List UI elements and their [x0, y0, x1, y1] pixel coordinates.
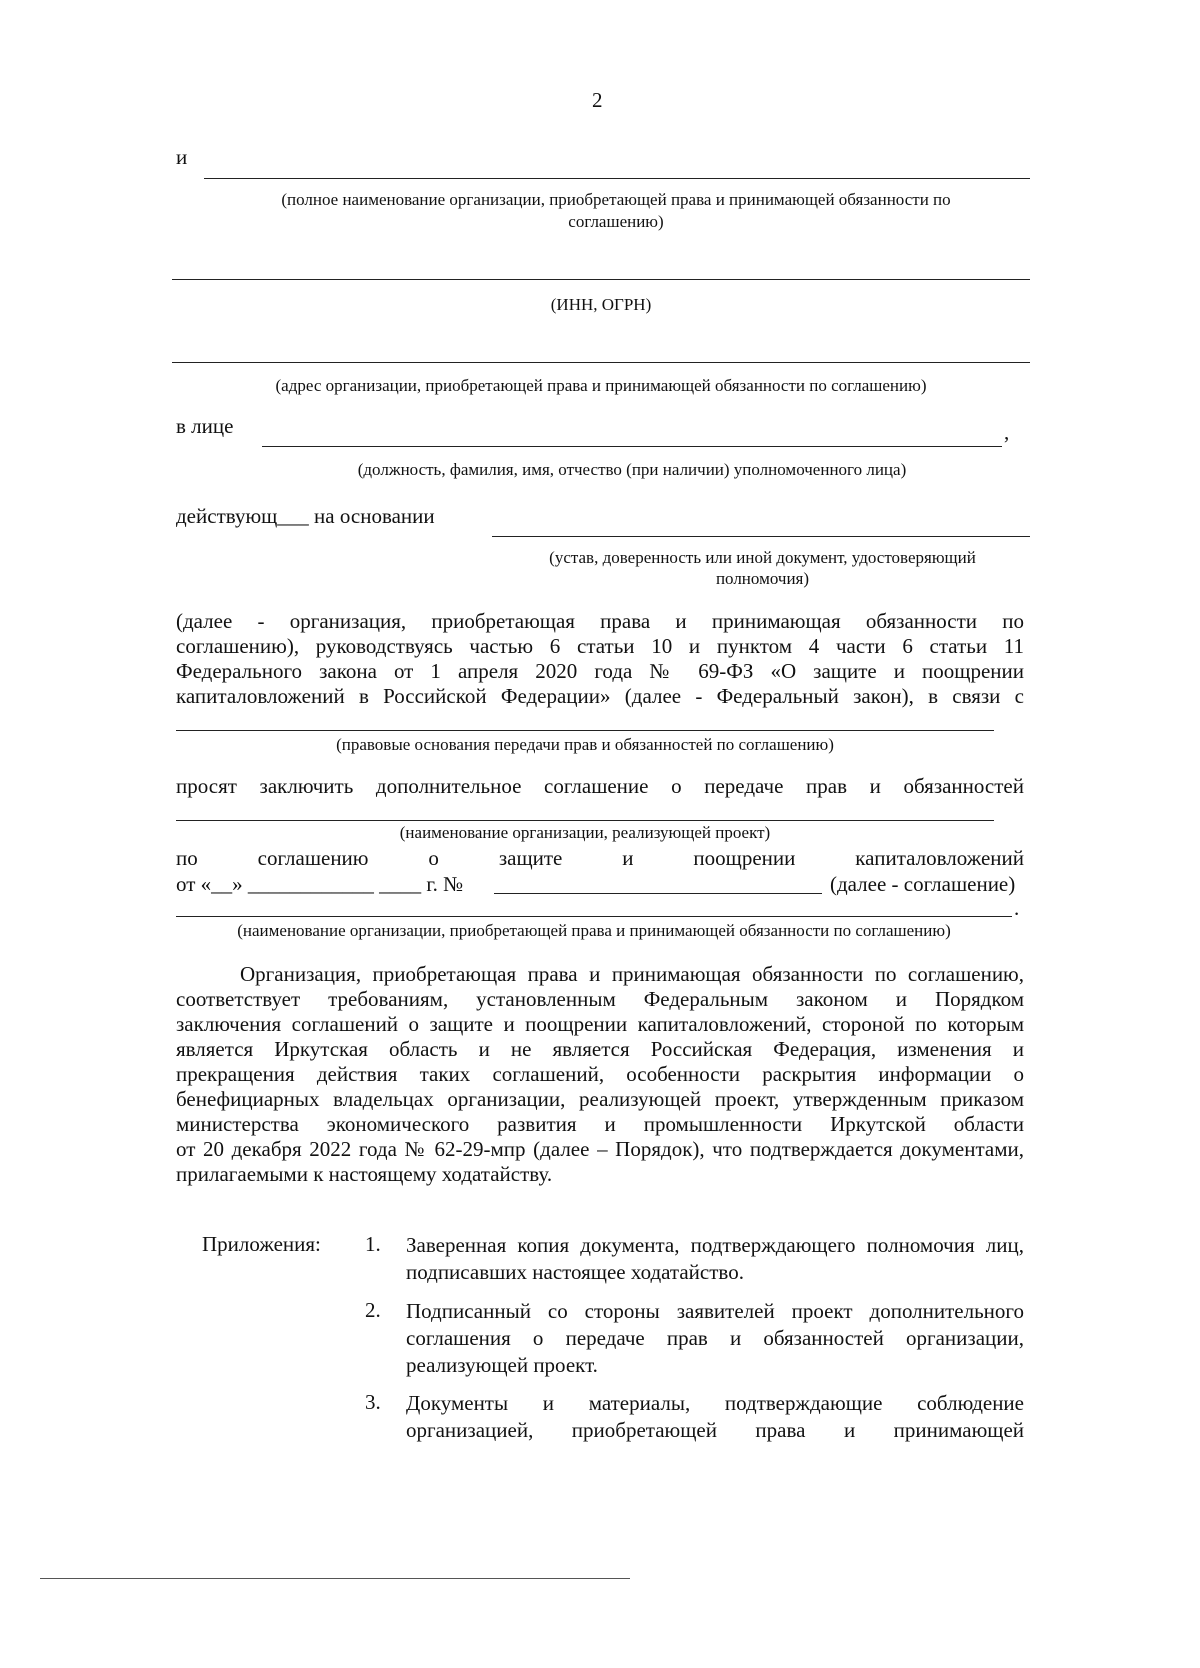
para2-line: является Иркутская область и не является Российская Федерация, изменения и: [176, 1037, 1024, 1061]
project-org-fill-line[interactable]: [176, 820, 994, 821]
attachment-number: 2.: [365, 1298, 381, 1322]
address-fill-line[interactable]: [172, 362, 1030, 363]
caption-basis: (устав, доверенность или иной документ, удостоверяющий: [549, 548, 976, 567]
agreement-line: по соглашению о защите и поощрении капиталовложений: [176, 846, 1024, 870]
period: .: [1014, 896, 1020, 920]
caption-project-org: (наименование организации, реализующей проект): [399, 823, 771, 842]
para1-line: соглашению), руководствуясь частью 6 статьи 10 и пунктом 4 части 6 статьи 11: [176, 634, 1024, 658]
acquirer-fill-line[interactable]: [176, 916, 1012, 917]
label-acting: действующ___ на основании: [176, 504, 435, 528]
attachment-item: [406, 1390, 1024, 1444]
comma: ,: [1004, 420, 1010, 444]
para2-line: от 20 декабря 2022 года № 62-29-мпр (далее – Порядок), что подтверждается документами,: [176, 1137, 1024, 1161]
caption-position: (должность, фамилия, имя, отчество (при наличии) уполномоченного лица): [357, 460, 907, 479]
label-v-litse: в лице: [176, 414, 234, 438]
attachment-number: 1.: [365, 1232, 381, 1256]
attachment-number: 3.: [365, 1390, 381, 1414]
para2-line: соответствует требованиям, установленным Федеральным законом и Порядком: [176, 987, 1024, 1011]
attachment-text-line: подписавших настоящее ходатайство.: [406, 1260, 744, 1284]
caption-basis-cont: полномочия): [715, 569, 810, 588]
para2-line: прилагаемыми к настоящему ходатайству.: [176, 1162, 553, 1186]
para1-line: капиталовложений в Российской Федерации» (далее - Федеральный закон), в связи с: [176, 684, 1024, 708]
attachment-text-line: организацией, приобретающей права и принимающей: [406, 1418, 1024, 1442]
para2-line: прекращения действия таких соглашений, особенности раскрытия информации о: [176, 1062, 1024, 1086]
caption-address: (адрес организации, приобретающей права и принимающей обязанности по соглашению): [275, 376, 927, 395]
representative-fill-line[interactable]: [262, 446, 1002, 447]
para2-line: Организация, приобретающая права и принимающая обязанности по соглашению,: [240, 962, 1024, 986]
agreement-number-fill-line[interactable]: [494, 893, 822, 894]
para2-line: министерства экономического развития и промышленности Иркутской области: [176, 1112, 1024, 1136]
footer-rule: [40, 1578, 630, 1579]
request-line: просят заключить дополнительное соглашение о передаче прав и обязанностей: [176, 774, 1024, 798]
attachment-text-line: реализующей проект.: [406, 1353, 598, 1377]
legal-basis-fill-line[interactable]: [176, 730, 994, 731]
date-line-prefix: от «__» ____________ ____ г. №: [176, 872, 464, 896]
page-number: 2: [592, 88, 603, 112]
conjunction-and: и: [176, 145, 188, 169]
attachments-label: Приложения:: [202, 1232, 321, 1256]
para1-line: (далее - организация, приобретающая права и принимающая обязанности по: [176, 609, 1024, 633]
date-line-suffix: (далее - соглашение): [830, 872, 1016, 896]
caption-legal-basis: (правовые основания передачи прав и обязанностей по соглашению): [336, 735, 834, 754]
caption-org-full-name-cont: соглашению): [568, 212, 664, 231]
basis-fill-line[interactable]: [492, 536, 1030, 537]
attachment-item: [406, 1298, 1024, 1379]
para2-line: бенефициарных владельцах организации, реализующей проект, утвержденным приказом: [176, 1087, 1024, 1111]
attachment-text-line: соглашения о передаче прав и обязанностей организации,: [406, 1326, 1024, 1350]
para1-line: Федерального закона от 1 апреля 2020 года № 69-ФЗ «О защите и поощрении: [176, 659, 1024, 683]
para2-line: заключения соглашений о защите и поощрении капиталовложений, стороной по которым: [176, 1012, 1024, 1036]
org-name-fill-line[interactable]: [204, 178, 1030, 179]
attachment-text-line: Подписанный со стороны заявителей проект дополнительного: [406, 1299, 1024, 1323]
caption-inn: (ИНН, ОГРН): [550, 295, 652, 314]
attachment-text-line: Заверенная копия документа, подтверждающего полномочия лиц,: [406, 1233, 1024, 1257]
inn-fill-line[interactable]: [172, 279, 1030, 280]
caption-org-full-name: (полное наименование организации, приобретающей права и принимающей обязанности по: [281, 190, 951, 209]
attachment-text-line: Документы и материалы, подтверждающие соблюдение: [406, 1391, 1024, 1415]
caption-acquirer: (наименование организации, приобретающей права и принимающей обязанности по соглашению): [237, 921, 951, 940]
attachment-item: [406, 1232, 1024, 1286]
